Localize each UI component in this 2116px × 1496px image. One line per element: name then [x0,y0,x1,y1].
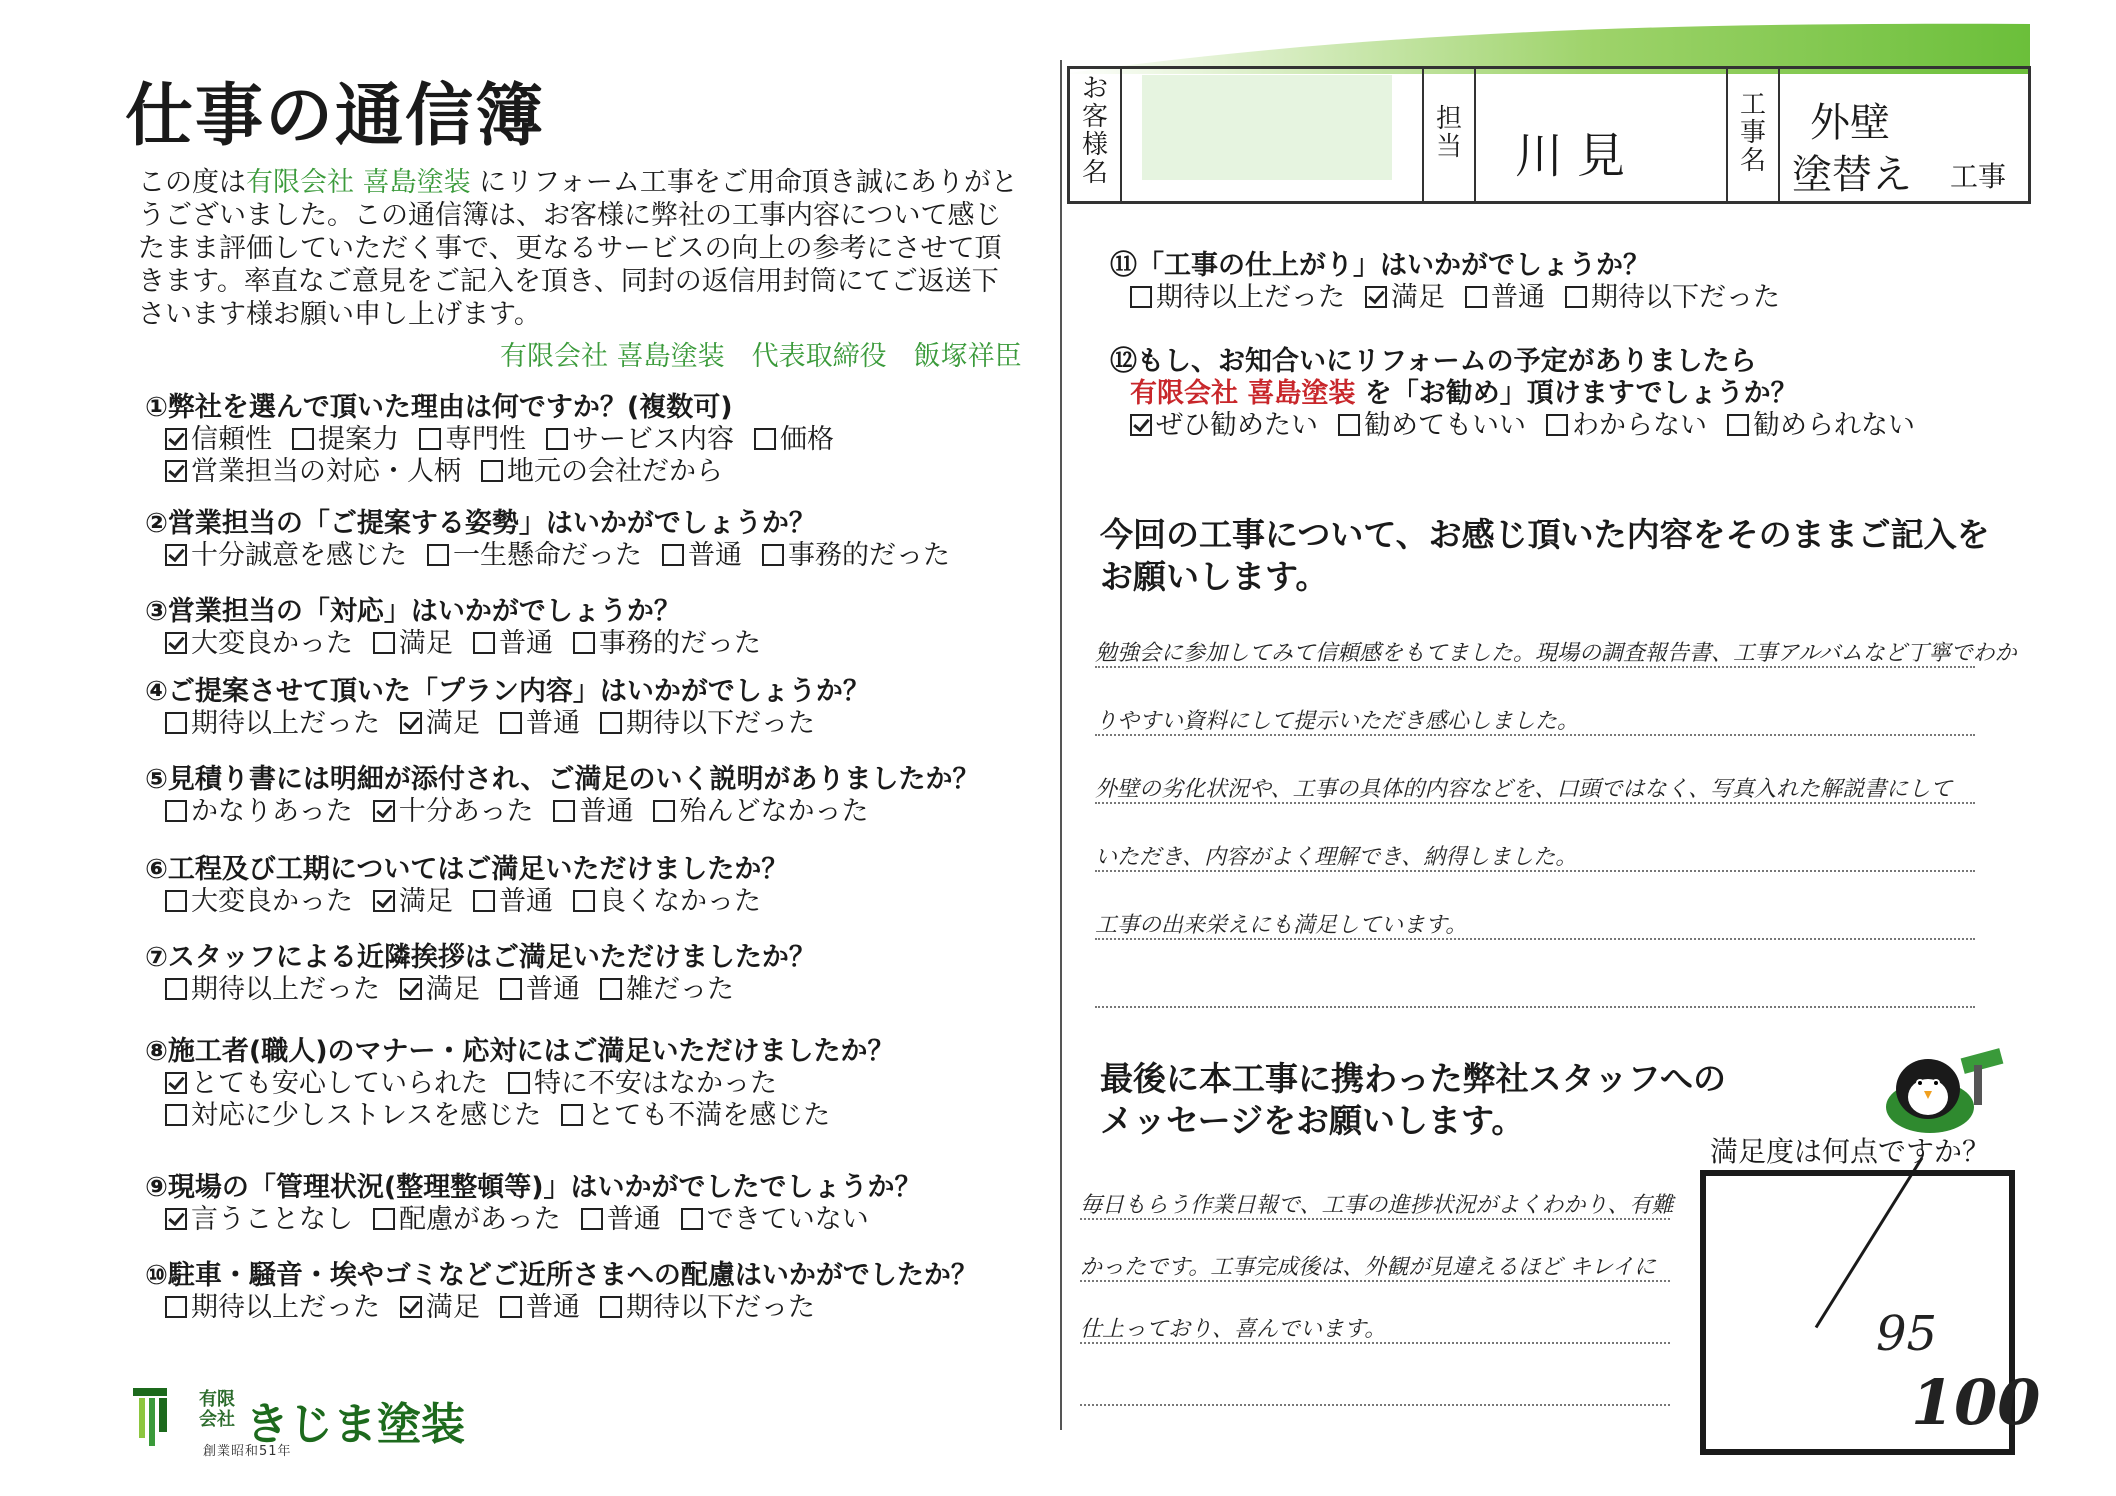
options-line [145,540,970,572]
checkbox-option[interactable] [1727,410,1915,441]
option-label: 対応に少しストレスを感じた [191,1100,542,1131]
work-name-line2: 塗替え [1792,152,1912,198]
question-12-line1: ⑫もし、お知合いにリフォームの予定がありましたら [1110,346,1757,377]
checked-box-icon[interactable] [165,428,187,450]
intro-text [138,166,1018,331]
question-4 [145,676,870,740]
empty-box-icon[interactable] [553,800,575,822]
options-line [145,886,788,918]
options-line [145,708,870,740]
checkbox-option[interactable] [1546,410,1707,441]
logo-name: きじま塗装 [245,1399,465,1450]
option-label: 専門性 [445,424,526,455]
checkbox-option[interactable] [561,1100,830,1131]
question-text: ③営業担当の「対応」はいかがでしょうか？ [145,596,681,627]
message-heading [1100,1058,1726,1142]
option-label: 普通 [606,1204,661,1235]
option-label: 満足 [426,1292,480,1323]
project-header-table [1067,66,2031,204]
message-heading-1: 最後に本工事に携わった弊社スタッフへの [1100,1059,1727,1098]
option-label: 事務的だった [599,628,761,659]
checked-box-icon[interactable] [1365,286,1387,308]
option-label: 満足 [1391,282,1445,313]
handwritten-line: 外壁の劣化状況や、工事の具体的内容などを、口頭ではなく、写真入れた解説書にして [1095,777,1953,802]
checked-box-icon[interactable] [373,800,395,822]
checkbox-option[interactable] [662,540,742,571]
handwritten-line: 毎日もらう作業日報で、工事の進捗状況がよくわかり、有難 [1080,1193,1674,1218]
empty-box-icon[interactable] [165,1104,187,1126]
question-text: ⑦スタッフによる近隣挨拶はご満足いただけましたか？ [145,942,816,973]
checkbox-option[interactable] [400,1292,480,1323]
handwritten-line: かったです。工事完成後は、外観が見違えるほど キレイに [1080,1255,1656,1280]
checkbox-option[interactable] [653,796,868,827]
empty-box-icon[interactable] [508,1072,530,1094]
checked-box-icon[interactable] [165,1208,187,1230]
question-12 [1110,346,1935,442]
option-label: 信頼性 [191,424,272,455]
empty-box-icon[interactable] [1338,414,1360,436]
customer-label-cell [1070,69,1122,201]
option-label: 価格 [780,424,834,455]
checkbox-option[interactable] [500,1292,580,1323]
checkbox-option[interactable] [165,628,353,659]
customer-label: お 客 様 名 [1081,74,1108,188]
question-11-options [1110,282,1800,314]
question-7 [145,942,816,1006]
option-label: 勧められない [1753,410,1915,441]
work-suffix: 工事 [1950,160,2007,193]
logo-established: 創業昭和51年 [203,1444,292,1459]
empty-box-icon[interactable] [419,428,441,450]
checkbox-option[interactable] [500,708,580,739]
option-label: 普通 [526,1292,580,1323]
question-3 [145,596,781,660]
intro-prefix: この度は [138,167,246,198]
empty-box-icon[interactable] [165,978,187,1000]
checkbox-option[interactable] [165,1100,541,1131]
checkbox-option[interactable] [473,628,553,659]
logo-sub2: 会社 [199,1409,235,1430]
empty-box-icon[interactable] [600,712,622,734]
checkbox-option[interactable] [573,886,761,917]
option-label: 営業担当の対応・人柄 [191,456,461,487]
options-line [145,456,854,488]
empty-box-icon[interactable] [573,890,595,912]
checkbox-option[interactable] [553,796,633,827]
option-label: 地元の会社だから [507,456,723,487]
checkbox-option[interactable] [400,974,480,1005]
empty-box-icon[interactable] [500,1296,522,1318]
option-label: 期待以下だった [626,1292,815,1323]
options-line [145,628,781,660]
checkbox-option[interactable] [1130,282,1345,313]
staff-name: 川見 [1515,128,1640,184]
checkbox-option[interactable] [373,796,534,827]
checkbox-option[interactable] [762,540,950,571]
options-line [145,1068,895,1100]
checked-box-icon[interactable] [165,544,187,566]
penguin-mascot-icon [1870,1045,2020,1135]
question-1 [145,392,854,488]
checkbox-option[interactable] [546,424,734,455]
score-box [1700,1170,2041,1455]
option-label: 一生懸命だった [453,540,642,571]
checked-box-icon[interactable] [1130,414,1152,436]
logo-sub [199,1390,235,1430]
option-label: 満足 [399,628,453,659]
checkbox-option[interactable] [373,628,453,659]
handwritten-line: 工事の出来栄えにも満足しています。 [1095,913,1468,938]
option-label: 普通 [526,708,580,739]
option-label: 期待以上だった [1156,282,1345,313]
empty-box-icon[interactable] [473,890,495,912]
option-label: 期待以下だった [626,708,815,739]
checked-box-icon[interactable] [373,890,395,912]
checkbox-option[interactable] [754,424,834,455]
question-8 [145,1036,895,1132]
checkbox-option[interactable] [373,886,453,917]
checkbox-option[interactable] [400,708,480,739]
empty-box-icon[interactable] [573,632,595,654]
option-label: 特に不安はなかった [534,1068,777,1099]
checkbox-option[interactable] [165,796,353,827]
staff-label-cell [1424,69,1476,201]
options-line [145,974,816,1006]
empty-box-icon[interactable] [373,632,395,654]
question-12-options [1110,410,1935,442]
options-line [145,1100,895,1132]
score-max: 100 [1911,1366,2041,1439]
question-11 [1110,250,1800,314]
empty-box-icon[interactable] [1727,414,1749,436]
question-5 [145,764,979,828]
question-text: ⑩駐車・騒音・埃やゴミなどご近所さまへの配慮はいかがでしたか？ [145,1260,978,1291]
empty-box-icon[interactable] [427,544,449,566]
checkbox-option[interactable] [165,974,380,1005]
empty-box-icon[interactable] [653,800,675,822]
empty-box-icon[interactable] [1130,286,1152,308]
option-label: 普通 [526,974,580,1005]
empty-box-icon[interactable] [292,428,314,450]
option-label: 期待以下だった [1591,282,1780,313]
empty-box-icon[interactable] [500,712,522,734]
message-heading-2: メッセージをお願いします。 [1100,1101,1525,1140]
empty-box-icon[interactable] [165,800,187,822]
option-label: 十分誠意を感じた [191,540,407,571]
empty-box-icon[interactable] [481,460,503,482]
customer-name-redacted [1142,75,1392,180]
option-label: 事務的だった [788,540,950,571]
question-text: ②営業担当の「ご提案する姿勢」はいかがでしょうか？ [145,508,816,539]
column-divider [1060,60,1062,1430]
option-label: 普通 [1491,282,1545,313]
checkbox-option[interactable] [165,540,407,571]
checkbox-option[interactable] [1130,410,1318,441]
checkbox-option[interactable] [1565,282,1780,313]
checkbox-option[interactable] [165,886,353,917]
option-label: 満足 [426,974,480,1005]
option-label: 良くなかった [599,886,761,917]
checkbox-option[interactable] [1465,282,1545,313]
handwritten-line: 仕上っており、喜んでいます。 [1080,1317,1387,1342]
checkbox-option[interactable] [573,628,761,659]
question-9 [145,1172,922,1236]
option-label: 普通 [499,628,553,659]
work-name-line1: 外壁 [1810,100,1890,146]
question-10 [145,1260,978,1324]
logo-sub1: 有限 [199,1389,235,1410]
checked-box-icon[interactable] [400,1296,422,1318]
empty-box-icon[interactable] [1465,286,1487,308]
checkbox-option[interactable] [419,424,526,455]
option-label: とても安心していられた [191,1068,488,1099]
option-label: 雑だった [626,974,734,1005]
company-logo [133,1388,473,1458]
work-label: 工 事 名 [1739,90,1766,176]
question-text: ④ご提案させて頂いた「プラン内容」はいかがでしょうか？ [145,676,870,707]
empty-box-icon[interactable] [600,978,622,1000]
checked-box-icon[interactable] [165,632,187,654]
empty-box-icon[interactable] [373,1208,395,1230]
empty-box-icon[interactable] [754,428,776,450]
option-label: 期待以上だった [191,974,380,1005]
checkbox-option[interactable] [165,1068,488,1099]
empty-box-icon[interactable] [165,712,187,734]
option-label: 普通 [499,886,553,917]
option-label: 期待以上だった [191,708,380,739]
option-label: 満足 [426,708,480,739]
option-label: わからない [1572,410,1707,441]
empty-box-icon[interactable] [500,978,522,1000]
checkbox-option[interactable] [681,1204,869,1235]
options-line [145,424,854,456]
question-12-line2: を「お勧め」頂けますでしょうか？ [1355,378,1798,409]
options-line [145,1292,978,1324]
ruled-line [1080,1404,1670,1406]
checkbox-option[interactable] [481,456,723,487]
checkbox-option[interactable] [1338,410,1526,441]
checkbox-option[interactable] [165,1204,353,1235]
option-label: 殆んどなかった [679,796,869,827]
checked-box-icon[interactable] [400,978,422,1000]
question-text: ⑥工程及び工期についてはご満足いただけましたか？ [145,854,789,885]
intro-body: にリフォーム工事をご用命頂き誠にありがとうございました。この通信簿は、お客様に弊社の工事内容について感じたまま評価していただく事で、更なるサービスの向上の参考にさせて頂きます。率直なご意見をご記入を頂き、同封の返信用封筒にてご返送下さいます様お願い申し上げます。 [138,167,1018,330]
checkbox-option[interactable] [581,1204,661,1235]
staff-label: 担 当 [1435,104,1462,162]
option-label: 満足 [399,886,453,917]
impressions-heading-2: お願いします。 [1100,557,1329,596]
intro-company: 有限会社 喜島塗装 [246,167,471,198]
question-2 [145,508,970,572]
option-label: ぜひ勧めたい [1156,410,1318,441]
empty-box-icon[interactable] [1565,286,1587,308]
empty-box-icon[interactable] [1546,414,1568,436]
signature: 有限会社 喜島塗装 代表取締役 飯塚祥臣 [500,341,1022,372]
checked-box-icon[interactable] [165,460,187,482]
option-label: 普通 [688,540,742,571]
checkbox-option[interactable] [165,1292,380,1323]
empty-box-icon[interactable] [165,1296,187,1318]
checkbox-option[interactable] [473,886,553,917]
option-label: 大変良かった [191,886,353,917]
checkbox-option[interactable] [600,708,815,739]
checkbox-option[interactable] [292,424,399,455]
page-title: 仕事の通信簿 [125,77,546,156]
work-label-cell [1728,69,1780,201]
option-label: かなりあった [191,796,353,827]
option-label: 配慮があった [399,1204,561,1235]
empty-box-icon[interactable] [165,890,187,912]
option-label: 期待以上だった [191,1292,380,1323]
score-label: 満足度は何点ですか？ [1710,1135,1991,1168]
option-label: 提案力 [318,424,399,455]
checked-box-icon[interactable] [400,712,422,734]
empty-box-icon[interactable] [546,428,568,450]
ruled-line [1095,1006,1975,1008]
question-text: ⑨現場の「管理状況(整理整頓等)」はいかがでしたでしょうか？ [145,1172,922,1203]
empty-box-icon[interactable] [762,544,784,566]
option-label: サービス内容 [572,424,734,455]
option-label: 言うことなし [191,1204,353,1235]
empty-box-icon[interactable] [581,1208,603,1230]
checkbox-option[interactable] [500,974,580,1005]
option-label: 普通 [579,796,634,827]
option-label: とても不満を感じた [587,1100,831,1131]
checkbox-option[interactable] [165,708,380,739]
empty-box-icon[interactable] [600,1296,622,1318]
checkbox-option[interactable] [373,1204,561,1235]
empty-box-icon[interactable] [681,1208,703,1230]
option-label: できていない [706,1204,869,1235]
question-11-text: ⑪「工事の仕上がり」はいかがでしょうか？ [1110,250,1650,281]
checkbox-option[interactable] [165,424,272,455]
checkbox-option[interactable] [508,1068,777,1099]
handwritten-line: 勉強会に参加してみて信頼感をもてました。現場の調査報告書、工事アルバムなど丁寧でわか [1095,641,2017,666]
option-label: 十分あった [398,796,534,827]
options-line [145,796,979,828]
checkbox-option[interactable] [165,456,461,487]
impressions-heading [1100,514,1990,598]
question-text: ⑤見積り書には明細が添付され、ご満足のいく説明がありましたか？ [145,764,980,795]
question-text: ⑧施工者(職人)のマナー・応対にはご満足いただけましたか？ [145,1036,895,1067]
impressions-heading-1: 今回の工事について、お感じ頂いた内容をそのままご記入を [1100,515,1990,554]
logo-mark-icon [133,1388,183,1448]
question-12-company: 有限会社 喜島塗装 [1130,378,1356,409]
checkbox-option[interactable] [600,974,734,1005]
checkbox-option[interactable] [1365,282,1445,313]
score-slash [1815,1157,1924,1328]
options-line [145,1204,922,1236]
empty-box-icon[interactable] [662,544,684,566]
option-label: 大変良かった [191,628,353,659]
question-text: ①弊社を選んで頂いた理由は何ですか？(複数可) [145,392,733,423]
question-6 [145,854,788,918]
checkbox-option[interactable] [600,1292,815,1323]
handwritten-line: いただき、内容がよく理解でき、納得しました。 [1095,845,1578,870]
empty-box-icon[interactable] [561,1104,583,1126]
empty-box-icon[interactable] [473,632,495,654]
score-value: 95 [1876,1306,1938,1362]
option-label: 勧めてもいい [1364,410,1526,441]
handwritten-line: りやすい資料にして提示いただき感心しました。 [1095,709,1580,734]
checked-box-icon[interactable] [165,1072,187,1094]
customer-name-cell [1122,69,1424,201]
checkbox-option[interactable] [427,540,642,571]
